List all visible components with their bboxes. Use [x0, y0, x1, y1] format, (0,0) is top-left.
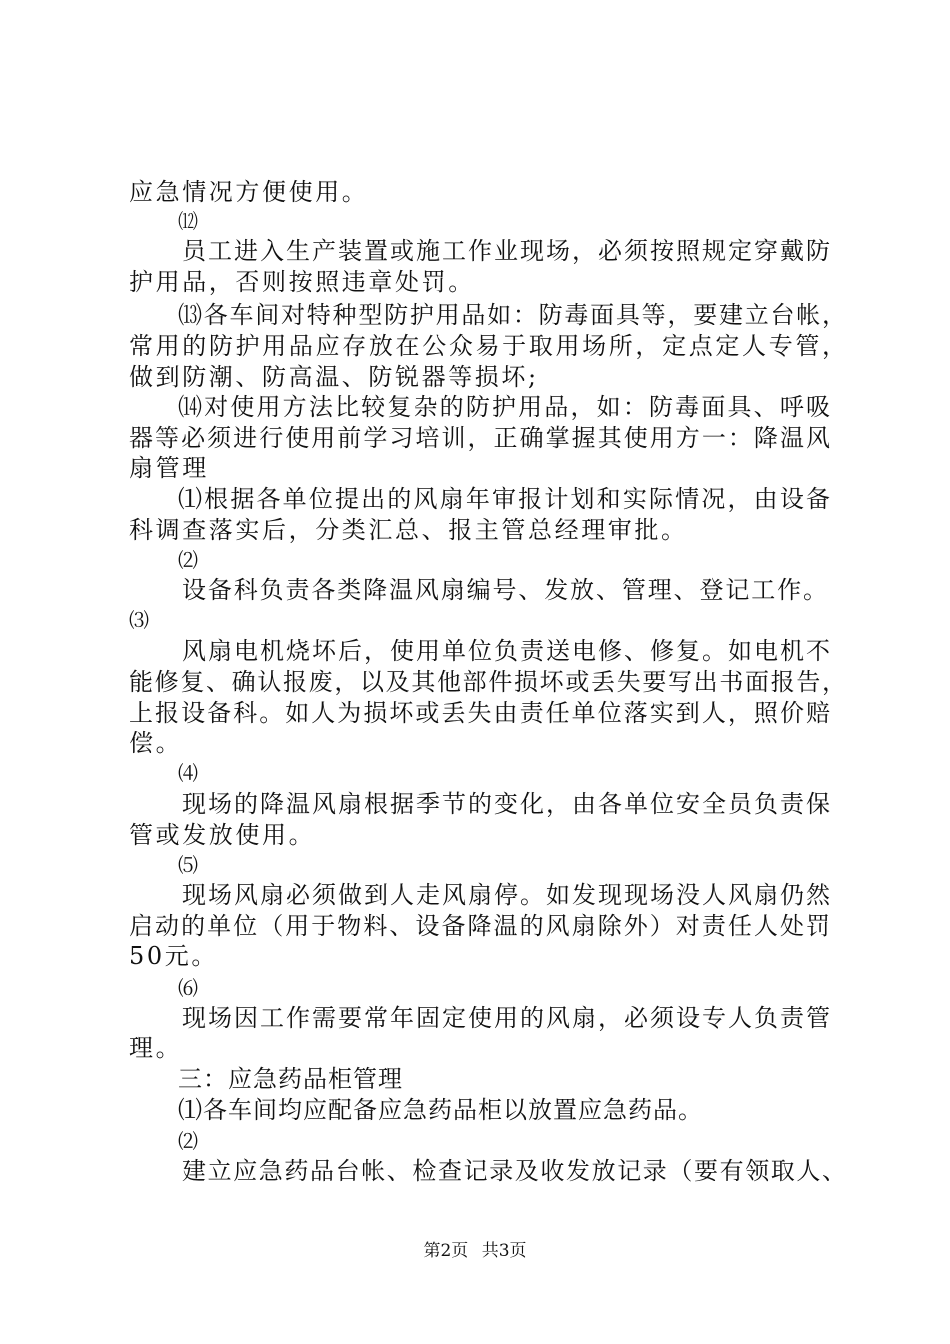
- text-line: 做到防潮、防高温、防锐器等损坏;: [129, 363, 539, 391]
- text-line: 风扇电机烧坏后，使用单位负责送电修、修复。如电机不: [182, 637, 830, 665]
- page-total: 共3页: [481, 1241, 527, 1261]
- text-line: 扇管理: [129, 454, 209, 482]
- text-line: 建立应急药品台帐、检查记录及收发放记录（要有领取人、: [182, 1157, 846, 1185]
- item-marker: ⑵: [178, 548, 198, 572]
- text-line: 员工进入生产装置或施工作业现场，必须按照规定穿戴防: [182, 237, 830, 265]
- item-marker: ⑵: [178, 1129, 198, 1153]
- text-line: 器等必须进行使用前学习培训，正确掌握其使用方一：降温风: [129, 424, 830, 452]
- text-line: 50元。: [129, 942, 218, 970]
- text-line: 偿。: [129, 729, 183, 757]
- text-line: 现场的降温风扇根据季节的变化，由各单位安全员负责保: [182, 790, 830, 818]
- item-marker: ⑶: [129, 608, 149, 632]
- item-marker: ⑸: [178, 853, 198, 877]
- text-line: 应急情况方便使用。: [129, 178, 369, 206]
- text-line: 设备科负责各类降温风扇编号、发放、管理、登记工作。: [182, 576, 827, 604]
- section-heading: 三：应急药品柜管理: [178, 1065, 403, 1093]
- text-line: 护用品，否则按照违章处罚。: [129, 268, 475, 296]
- text-line: 管或发放使用。: [129, 821, 316, 849]
- text-line: 理。: [129, 1034, 183, 1062]
- text-line: 科调查落实后，分类汇总、报主管总经理审批。: [129, 516, 688, 544]
- page-number: 第2页: [423, 1241, 469, 1261]
- text-line: 常用的防护用品应存放在公众易于取用场所，定点定人专管，: [129, 332, 846, 360]
- page-footer: [0, 1240, 950, 1262]
- text-line: ⑴根据各单位提出的风扇年审报计划和实际情况，由设备: [178, 485, 830, 513]
- text-line: ⒁对使用方法比较复杂的防护用品，如：防毒面具、呼吸: [178, 393, 830, 421]
- item-marker: ⑹: [178, 976, 198, 1000]
- item-marker: ⑷: [178, 761, 198, 785]
- text-line: 现场因工作需要常年固定使用的风扇，必须设专人负责管: [182, 1004, 830, 1032]
- text-line: ⒀各车间对特种型防护用品如：防毒面具等，要建立台帐，: [178, 301, 846, 329]
- text-line: 能修复、确认报废，以及其他部件损坏或丢失要写出书面报告，: [129, 668, 846, 696]
- text-line: ⑴各车间均应配备应急药品柜以放置应急药品。: [178, 1096, 703, 1124]
- text-line: 启动的单位（用于物料、设备降温的风扇除外）对责任人处罚: [129, 912, 830, 940]
- text-line: 现场风扇必须做到人走风扇停。如发现现场没人风扇仍然: [182, 881, 830, 909]
- item-marker: ⑿: [178, 209, 198, 233]
- text-line: 上报设备科。如人为损坏或丢失由责任单位落实到人，照价赔: [129, 699, 830, 727]
